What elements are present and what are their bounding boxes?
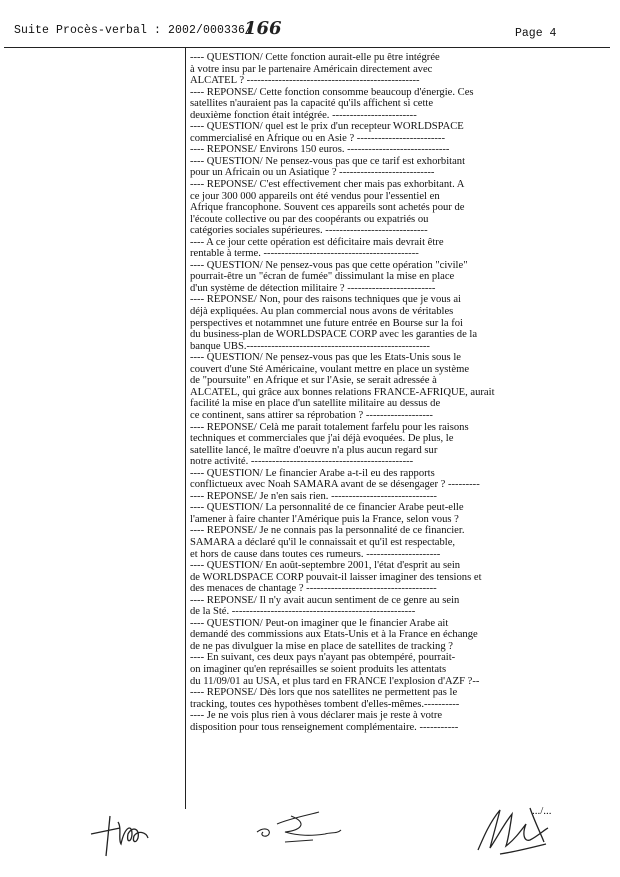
body-line: ---- Je ne vois plus rien à vous déclarer mais je reste à votre	[190, 710, 443, 722]
body-line: ---- REPONSE/ Dès lors que nos satellites ne permettent pas le	[190, 687, 458, 699]
body-line: d'un système de détection militaire ? -------------------------	[190, 282, 436, 294]
body-line: ---- REPONSE/ Cette fonction consomme beaucoup d'énergie. Ces	[190, 86, 474, 98]
body-line: commercialisé en Afrique ou en Asie ? -------------------------	[190, 132, 445, 144]
body-line: conflictueux avec Noah SAMARA avant de se désengager ? ---------	[190, 479, 480, 491]
body-line: facilité la mise en place d'un satellite militaire au dessus de	[190, 398, 441, 410]
body-line: ---- QUESTION/ Ne pensez-vous pas que cette opération "civile"	[190, 259, 468, 271]
body-line: satellites n'auraient pas la capacité qu'ils affichent si cette	[190, 98, 434, 110]
margin-divider	[185, 47, 186, 809]
body-line: ---- En suivant, ces deux pays n'ayant pas obtempéré, pourrait-	[190, 652, 456, 664]
body-line: ---- QUESTION/ Le financier Arabe a-t-il eu des rapports	[190, 467, 435, 479]
body-line: ---- REPONSE/ C'est effectivement cher mais pas exhorbitant. A	[190, 179, 465, 191]
document-body	[190, 52, 595, 733]
body-line: pourrait-être un "écran de fumée" dissimulant la mise en place	[190, 271, 455, 283]
body-line: perspectives et notammnet une future entrée en Bourse sur la foi	[190, 317, 463, 329]
body-line: notre activité. ----------------------------------------------	[190, 456, 414, 468]
body-line: demandé des commissions aux Etats-Unis et à la France en échange	[190, 629, 478, 641]
body-line: rentable à terme. --------------------------------------------	[190, 248, 419, 260]
body-line: de WORLDSPACE CORP pouvait-il laisser imaginer des tensions et	[190, 571, 482, 583]
page-header	[10, 18, 610, 42]
signature-right	[470, 800, 560, 860]
body-line: à votre insu par le partenaire Américain directement avec	[190, 63, 433, 75]
document-title: Suite Procès-verbal : 2002/000336/	[14, 24, 253, 37]
body-line: disposition pour tous renseignement complémentaire. -----------	[190, 721, 459, 733]
body-line: techniques et commerciales que j'ai déjà evoquées. De plus, le	[190, 433, 454, 445]
body-line: de ne pas divulguer la mise en place de satellites de tracking ?	[190, 640, 453, 652]
body-line: Afrique francophone. Souvent ces appareils sont achetés pour de	[190, 202, 465, 214]
body-line: ---- A ce jour cette opération est déficitaire mais devrait être	[190, 236, 444, 248]
body-line: ---- REPONSE/ Il n'y avait aucun sentiment de ce genre au sein	[190, 594, 460, 606]
body-line: déjà expliquées. Au plan commercial nous avons de véritables	[190, 306, 454, 318]
body-line: ce continent, sans attirer sa réprobation ? -------------------	[190, 409, 433, 421]
body-line: ALCATEL, qui grâce aux bonnes relations FRANCE-AFRIQUE, aurait	[190, 386, 495, 398]
body-line: ---- REPONSE/ Je ne connais pas la personnalité de ce financier.	[190, 525, 465, 537]
body-line: ---- QUESTION/ quel est le prix d'un recepteur WORLDSPACE	[190, 121, 464, 133]
body-line: l'écoute collective ou par des coopérants ou expatriés ou	[190, 213, 429, 225]
body-line: de la Sté. ----------------------------------------------------	[190, 606, 416, 618]
handwritten-number: 166	[244, 18, 282, 39]
body-line: ALCATEL ? -------------------------------------------------	[190, 75, 420, 87]
body-line: deuxième fonction était intégrée. ------------------------	[190, 109, 417, 121]
body-line: ---- REPONSE/ Celà me parait totalement farfelu pour les raisons	[190, 421, 469, 433]
body-line: SAMARA a déclaré qu'il le connaissait et qu'il est respectable,	[190, 536, 456, 548]
signature-left	[88, 808, 158, 863]
body-line: pour un Africain ou un Asiatique ? ---------------------------	[190, 167, 435, 179]
page-number: Page 4	[515, 27, 557, 40]
header-divider	[4, 47, 610, 48]
body-line: des menaces de chantage ? -------------------------------------	[190, 583, 437, 595]
body-line: de "poursuite" en Afrique et sur l'Asie, se serait adressée à	[190, 375, 437, 387]
body-line: l'amener à faire chanter l'Amérique puis la France, selon vous ?	[190, 513, 459, 525]
body-line: et hors de cause dans toutes ces rumeurs. ---------------------	[190, 548, 441, 560]
body-line: ---- QUESTION/ Ne pensez-vous pas que ce tarif est exhorbitant	[190, 155, 466, 167]
body-line: ---- REPONSE/ Non, pour des raisons techniques que je vous ai	[190, 294, 461, 306]
signature-middle	[255, 808, 350, 850]
body-line: du business-plan de WORLDSPACE CORP avec les garanties de la	[190, 329, 478, 341]
body-line: catégories sociales supérieures. -----------------------------	[190, 225, 428, 237]
body-line: du 11/09/01 au USA, et plus tard en FRANCE l'explosion d'AZF ?--	[190, 675, 480, 687]
body-line: tracking, toutes ces hypothèses tombent d'elles-mêmes.----------	[190, 698, 460, 710]
body-line: satellite lancé, le maître d'oeuvre n'a plus aucun regard sur	[190, 444, 438, 456]
continuation-mark: .../...	[532, 805, 552, 817]
body-line: ---- QUESTION/ La personnalité de ce financier Arabe peut-elle	[190, 502, 464, 514]
body-line: on imaginer qu'en représailles se soient produits les attentats	[190, 663, 447, 675]
body-line: banque UBS.----------------------------------------------------	[190, 340, 430, 352]
body-line: ---- REPONSE/ Je n'en sais rien. ------------------------------	[190, 490, 437, 502]
body-line: ce jour 300 000 appareils ont été vendus pour l'essentiel en	[190, 190, 440, 202]
body-line: ---- QUESTION/ Ne pensez-vous pas que les Etats-Unis sous le	[190, 352, 461, 364]
body-line: ---- QUESTION/ Cette fonction aurait-elle pu être intégrée	[190, 52, 440, 63]
body-line: ---- QUESTION/ Peut-on imaginer que le financier Arabe ait	[190, 617, 449, 629]
body-line: ---- QUESTION/ En août-septembre 2001, l'état d'esprit au sein	[190, 560, 461, 572]
body-line: couvert d'une Sté Américaine, voulant mettre en place un système	[190, 363, 470, 375]
body-line: ---- REPONSE/ Environs 150 euros. -----------------------------	[190, 144, 450, 156]
